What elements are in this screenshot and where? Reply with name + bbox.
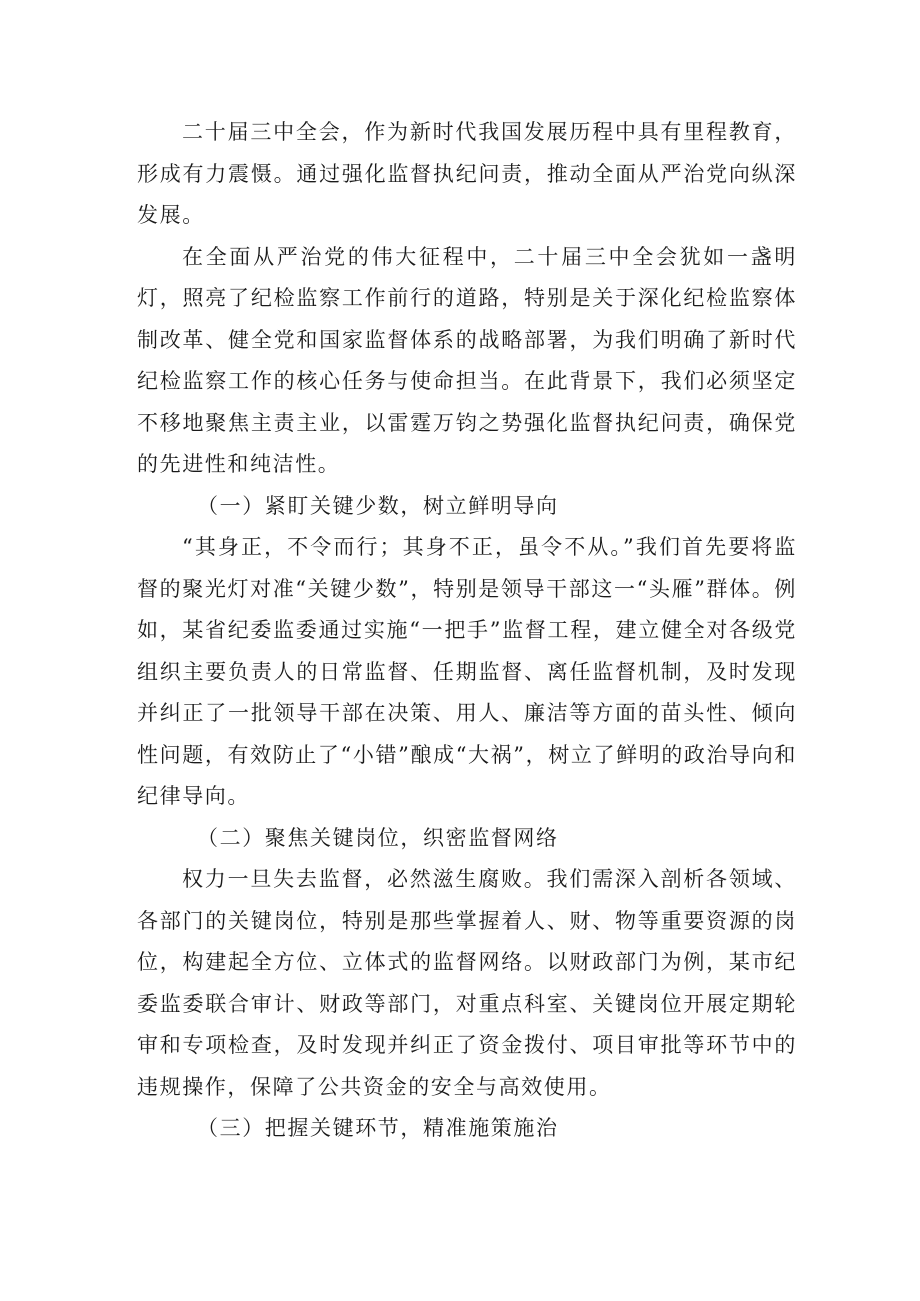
paragraph-section-1: “其身正，不令而行；其身不正，虽令不从。”我们首先要将监督的聚光灯对准“关键少数”，特别是领导干部这一“头雁”群体。例如，某省纪委监委通过实施“一把手”监督工程，建立健全对各级党组织主要负责人的日常监督、任期监督、离任监督机制，及时发现并纠正了一批领导干部在决策、用人、廉洁等方面的苗头性、倾向性问题，有效防止了“小错”酿成“大祸”，树立了鲜明的政治导向和纪律导向。 [137,535,797,808]
paragraph-section-2: 权力一旦失去监督，必然滋生腐败。我们需深入剖析各领域、各部门的关键岗位，特别是那些掌握着人、财、物等重要资源的岗位，构建起全方位、立体式的监督网络。以财政部门为例，某市纪委监委联合审计、财政等部门，对重点科室、关键岗位开展定期轮审和专项检查，及时发现并纠正了资金拨付、项目审批等环节中的违规操作，保障了公共资金的安全与高效使用。 [137,867,797,1099]
paragraph-intro: 二十届三中全会，作为新时代我国发展历程中具有里程教育，形成有力震慑。通过强化监督执纪问责，推动全面从严治党向纵深发展。 [137,120,797,227]
paragraph-background: 在全面从严治党的伟大征程中，二十届三中全会犹如一盏明灯，照亮了纪检监察工作前行的道路，特别是关于深化纪检监察体制改革、健全党和国家监督体系的战略部署，为我们明确了新时代纪检监察工作的核心任务与使命担当。在此背景下，我们必须坚定不移地聚焦主责主业，以雷霆万钧之势强化监督执纪问责，确保党的先进性和纯洁性。 [137,244,797,476]
section-heading-2: （二）聚焦关键岗位，织密监督网络 [197,825,559,850]
document-body [137,112,797,1150]
section-heading-3: （三）把握关键环节，精准施策施治 [197,1116,559,1140]
section-heading-1: （一）紧盯关键少数，树立鲜明导向 [197,493,559,518]
